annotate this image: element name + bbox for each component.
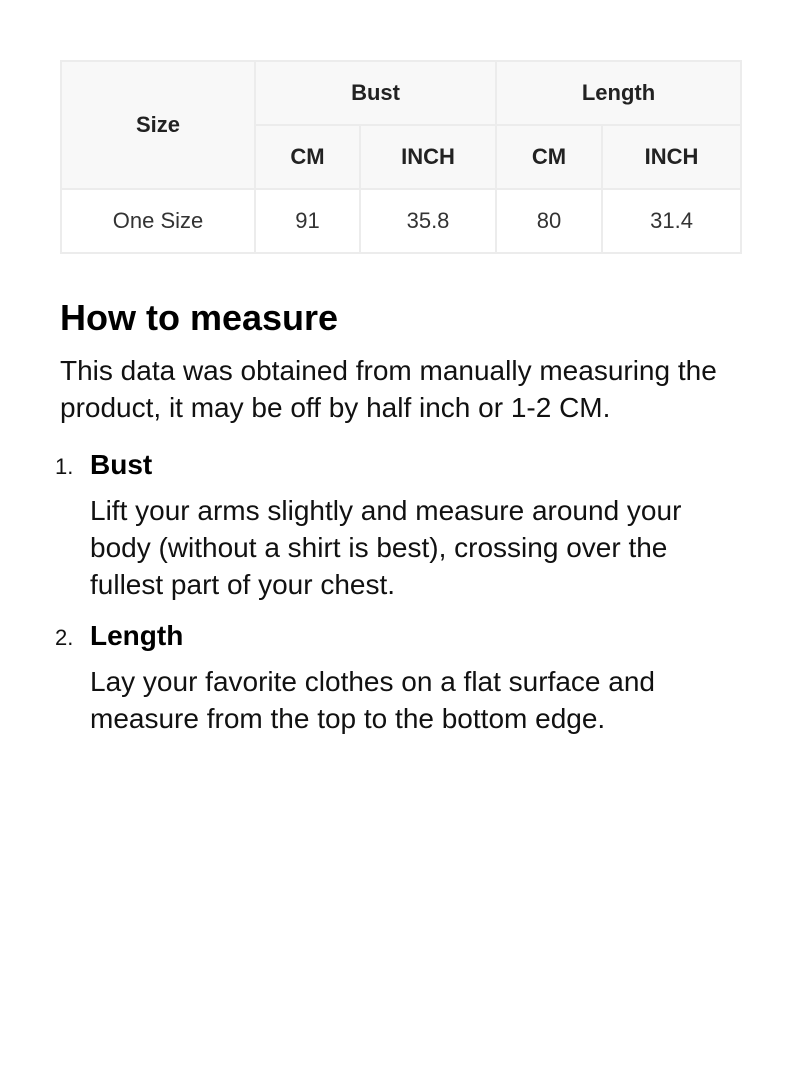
cell-length-cm: 80 <box>496 189 602 253</box>
measure-steps-list <box>55 448 740 737</box>
step-title-length: Length <box>90 620 184 651</box>
header-size: Size <box>61 61 255 189</box>
header-length: Length <box>496 61 741 125</box>
cell-size: One Size <box>61 189 255 253</box>
table-header-row <box>61 61 741 125</box>
header-bust-cm: CM <box>255 125 360 189</box>
step-title-bust: Bust <box>90 449 153 480</box>
cell-bust-inch: 35.8 <box>360 189 496 253</box>
step-number: 1. <box>55 454 74 479</box>
header-bust-inch: INCH <box>360 125 496 189</box>
list-item <box>55 619 740 737</box>
cell-bust-cm: 91 <box>255 189 360 253</box>
how-to-measure-intro: This data was obtained from manually measuring the product, it may be off by half inch or 1-2 CM. <box>60 355 717 423</box>
step-number: 2. <box>55 625 74 650</box>
how-to-measure-title: How to measure <box>60 297 339 338</box>
size-guide <box>55 60 740 753</box>
cell-length-inch: 31.4 <box>602 189 741 253</box>
step-description-length: Lay your favorite clothes on a flat surface and measure from the top to the bottom edge. <box>90 666 655 734</box>
table-row <box>61 189 741 253</box>
header-length-inch: INCH <box>602 125 741 189</box>
header-bust: Bust <box>255 61 496 125</box>
list-item <box>55 448 740 603</box>
step-description-bust: Lift your arms slightly and measure around your body (without a shirt is best), crossing over the fullest part of your chest. <box>90 495 682 600</box>
size-chart-table <box>60 60 742 254</box>
header-length-cm: CM <box>496 125 602 189</box>
